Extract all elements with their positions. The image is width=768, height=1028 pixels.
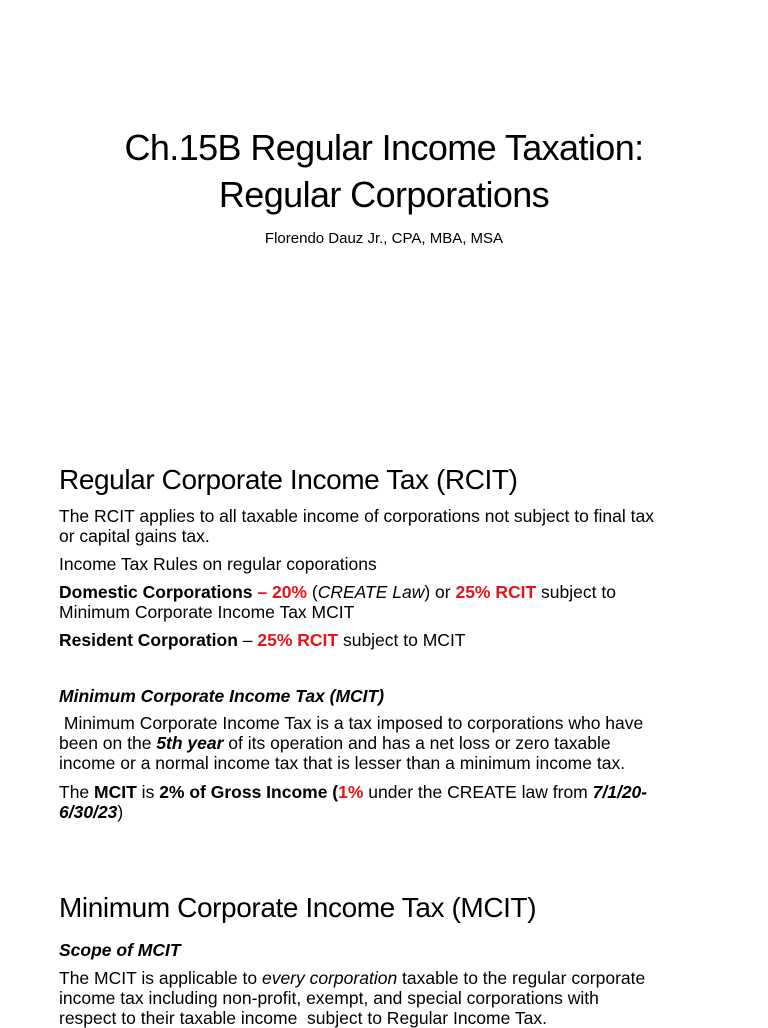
title-line-1: Ch.15B Regular Income Taxation: [124, 127, 644, 168]
resident-label: Resident Corporation [59, 630, 238, 650]
scope-label: Scope of MCIT [59, 940, 181, 960]
create-law-period: under the CREATE law from [363, 782, 593, 802]
scope-line-3: respect to their taxable income subject to Regular Income Tax. [59, 1008, 547, 1028]
resident-rest: subject to MCIT [338, 630, 466, 650]
every-corporation-text: every corporation [261, 968, 398, 988]
mcit-term: MCIT [94, 782, 137, 802]
mcit-is: is [136, 782, 160, 802]
domestic-rcit-rate: 25% RCIT [455, 582, 537, 602]
two-percent-gross: 2% of Gross Income ( [159, 782, 339, 802]
period-start: 7/1/20- [592, 782, 648, 802]
scope-line-2: income tax including non-profit, exempt, and special corporations with [59, 988, 599, 1008]
author-credit: Florendo Dauz Jr., CPA, MBA, MSA [264, 230, 504, 247]
close-paren: ) [117, 802, 124, 822]
mcit-def-line-2-pre: been on the [59, 733, 157, 753]
domestic-subject: subject to [536, 582, 616, 602]
scope-line-1-post: taxable to the regular corporate [397, 968, 646, 988]
domestic-label: Domestic Corporations [59, 582, 253, 602]
resident-dash: – [237, 630, 258, 650]
domestic-line-2: Minimum Corporate Income Tax MCIT [59, 602, 355, 622]
domestic-open-paren: ( [306, 582, 318, 602]
title-line-2: Regular Corporations [218, 174, 550, 215]
mcit-scope-text [59, 968, 719, 1028]
period-end: 6/30/23 [59, 802, 118, 822]
rcit-heading: Regular Corporate Income Tax (RCIT) [59, 464, 518, 495]
scope-line-1-pre: The MCIT is applicable to [59, 968, 262, 988]
mcit-the: The [59, 782, 95, 802]
rules-label: Income Tax Rules on regular coporations [59, 554, 377, 574]
fifth-year-text: 5th year [156, 733, 224, 753]
resident-rate: 25% RCIT [257, 630, 339, 650]
mcit-def-line-1: Minimum Corporate Income Tax is a tax imposed to corporations who have [59, 713, 644, 733]
mcit-def-line-2-post: of its operation and has a net loss or zero taxable [223, 733, 611, 753]
rcit-intro-line-1: The RCIT applies to all taxable income of corporations not subject to final tax [59, 506, 654, 526]
mcit-subheading: Minimum Corporate Income Tax (MCIT) [59, 686, 385, 706]
domestic-rate: – 20% [252, 582, 307, 602]
rcit-intro-line-2: or capital gains tax. [59, 526, 210, 546]
mcit-def-line-3: income or a normal income tax that is lesser than a minimum income tax. [59, 753, 626, 773]
create-law-text: CREATE Law [317, 582, 425, 602]
domestic-or: ) or [424, 582, 456, 602]
mcit-heading: Minimum Corporate Income Tax (MCIT) [59, 892, 537, 923]
one-percent: 1% [338, 782, 364, 802]
